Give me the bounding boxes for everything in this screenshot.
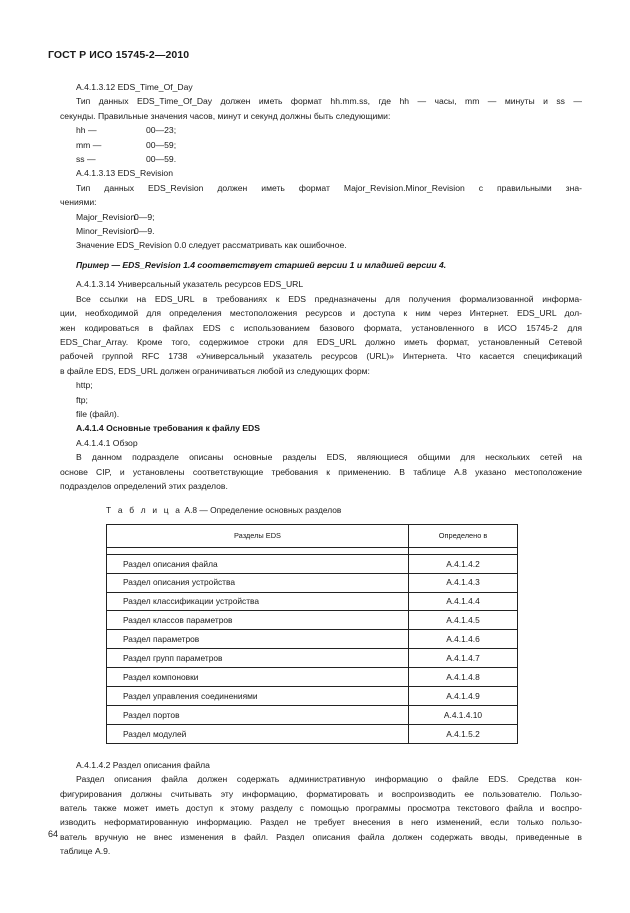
subsection-heading-overview: A.4.1.4.1 Обзор [76, 437, 138, 448]
paragraph-line: Все ссылки на EDS_URL в требованиях к EDS предназначены для получения формализованной информа- [76, 293, 582, 304]
section-name: Раздел классов параметров [107, 611, 409, 630]
paragraph-line: основе CIP, и установлены соответствующие требования к применению. В таблице A.8 указано местоположение [60, 466, 582, 477]
paragraph-line: В данном подразделе описаны основные разделы EDS, являющиеся общими для нескольких сетей на [76, 452, 582, 463]
table-header-row [107, 524, 518, 547]
sections-table [106, 524, 518, 744]
table-caption [106, 503, 582, 517]
table-row [107, 649, 518, 668]
section-ref: A.4.1.4.7 [409, 649, 518, 668]
table-row [107, 724, 518, 743]
paragraph-revision-1: Тип данных EDS_Revision должен иметь формат Major_Revision.Minor_Revision с правильными зна- [76, 182, 582, 193]
table-row [107, 611, 518, 630]
section-ref: A.4.1.4.4 [409, 592, 518, 611]
table-row [107, 630, 518, 649]
paragraph-time-of-day-2: секунды. Правильные значения часов, минут и секунд должны быть следующими: [60, 110, 391, 121]
paragraph-line: фигурирования должны считывать эту информацию, форматировать и воспроизводить ее пользователю. Пользо- [60, 788, 582, 799]
section-name: Раздел описания файла [107, 554, 409, 573]
url-form: file (файл). [76, 408, 120, 419]
section-name: Раздел групп параметров [107, 649, 409, 668]
section-name: Раздел портов [107, 705, 409, 724]
section-ref: A.4.1.4.8 [409, 668, 518, 687]
table-row [107, 573, 518, 592]
paragraph-line: ватель вручную не внес изменения в файл. Раздел описания файла должен содержать вводы, приведенные в [60, 831, 582, 842]
value-range: 0—9. [134, 226, 155, 237]
paragraph-time-of-day-1: Тип данных EDS_Time_Of_Day должен иметь формат hh.mm.ss, где hh — часы, mm — минуты и ss — [76, 96, 582, 107]
table-row [107, 554, 518, 573]
paragraph-line: рабочей группой RFC 1738 «Универсальный указатель ресурсов (URL)» Интернета. Что касается спецификаций [60, 351, 582, 362]
paragraph-line: изводить неформатированную информацию. Раздел не требует внесения в него изменений, если только пользо- [60, 817, 582, 828]
section-name: Раздел управления соединениями [107, 687, 409, 706]
paragraph-revision-2: чениями: [60, 197, 97, 208]
section-ref: A.4.1.4.6 [409, 630, 518, 649]
value-range: 00—59; [146, 139, 177, 150]
section-ref: A.4.1.4.10 [409, 705, 518, 724]
section-ref: A.4.1.4.5 [409, 611, 518, 630]
table-row [107, 705, 518, 724]
section-ref: A.4.1.4.9 [409, 687, 518, 706]
document-header: ГОСТ Р ИСО 15745-2—2010 [48, 49, 190, 61]
column-header-defined-in: Определено в [409, 524, 518, 547]
url-form: http; [76, 380, 93, 391]
url-form: ftp; [76, 394, 88, 405]
column-header-sections: Разделы EDS [107, 524, 409, 547]
value-row [60, 138, 582, 152]
paragraph-line: подразделов определений этих разделов. [60, 480, 228, 491]
table-row [107, 668, 518, 687]
value-key: mm — [76, 139, 102, 150]
value-key: Minor_Revision [76, 226, 136, 237]
example-text: Пример — EDS_Revision 1.4 соответствует старшей версии 1 и младшей версии 4. [76, 259, 447, 270]
section-name: Раздел описания устройства [107, 573, 409, 592]
section-name: Раздел классификации устройства [107, 592, 409, 611]
paragraph-line: EDS_Char_Array. Кроме того, содержимое строки для EDS_URL должно иметь формат, установленный Сетевой [60, 336, 582, 347]
value-row [60, 123, 582, 137]
section-ref: A.4.1.5.2 [409, 724, 518, 743]
paragraph-line: в файле EDS, EDS_URL должен ограничиваться любой из следующих форм: [60, 365, 370, 376]
section-heading-time-of-day: A.4.1.3.12 EDS_Time_Of_Day [76, 82, 193, 92]
page-number: 64 [48, 829, 59, 839]
value-range: 00—23; [146, 125, 177, 136]
section-heading-basic-requirements: A.4.1.4 Основные требования к файлу EDS [76, 423, 260, 434]
value-range: 00—59. [146, 154, 177, 165]
value-key: ss — [76, 154, 96, 165]
table-caption-lead: Т а б л и ц а [106, 505, 183, 516]
section-name: Раздел параметров [107, 630, 409, 649]
value-range: 0—9; [134, 211, 155, 222]
paragraph-line: ции, необходимой для определения местоположения ресурсов и доступа к ним через Интернет. EDS_URL дол- [60, 308, 582, 319]
document-body [60, 80, 582, 859]
value-key: Major_Revision [76, 211, 136, 222]
value-row [60, 224, 582, 238]
paragraph-line: жен кодироваться в файлах EDS с использованием базового формата, установленного в ИСО 15745-2 для [60, 322, 582, 333]
value-row [60, 210, 582, 224]
section-ref: A.4.1.4.2 [409, 554, 518, 573]
revision-note: Значение EDS_Revision 0.0 следует рассматривать как ошибочное. [76, 240, 347, 251]
paragraph-line: Раздел описания файла должен содержать административную информацию о файле EDS. Средства кон- [76, 774, 582, 785]
table-caption-text: A.8 — Определение основных разделов [182, 505, 342, 516]
value-key: hh — [76, 125, 97, 136]
table-row [107, 687, 518, 706]
section-ref: A.4.1.4.3 [409, 573, 518, 592]
value-row [60, 152, 582, 166]
section-name: Раздел компоновки [107, 668, 409, 687]
section-heading-url: A.4.1.3.14 Универсальный указатель ресурсов EDS_URL [76, 279, 304, 290]
paragraph-line: таблице A.9. [60, 846, 111, 857]
section-name: Раздел модулей [107, 724, 409, 743]
table-row [107, 592, 518, 611]
section-heading-file-description: A.4.1.4.2 Раздел описания файла [76, 759, 210, 770]
section-heading-revision: A.4.1.3.13 EDS_Revision [76, 168, 173, 179]
paragraph-line: ватель также может иметь доступ к этому разделу с помощью программы просмотра текстового файла и воспро- [60, 802, 582, 813]
